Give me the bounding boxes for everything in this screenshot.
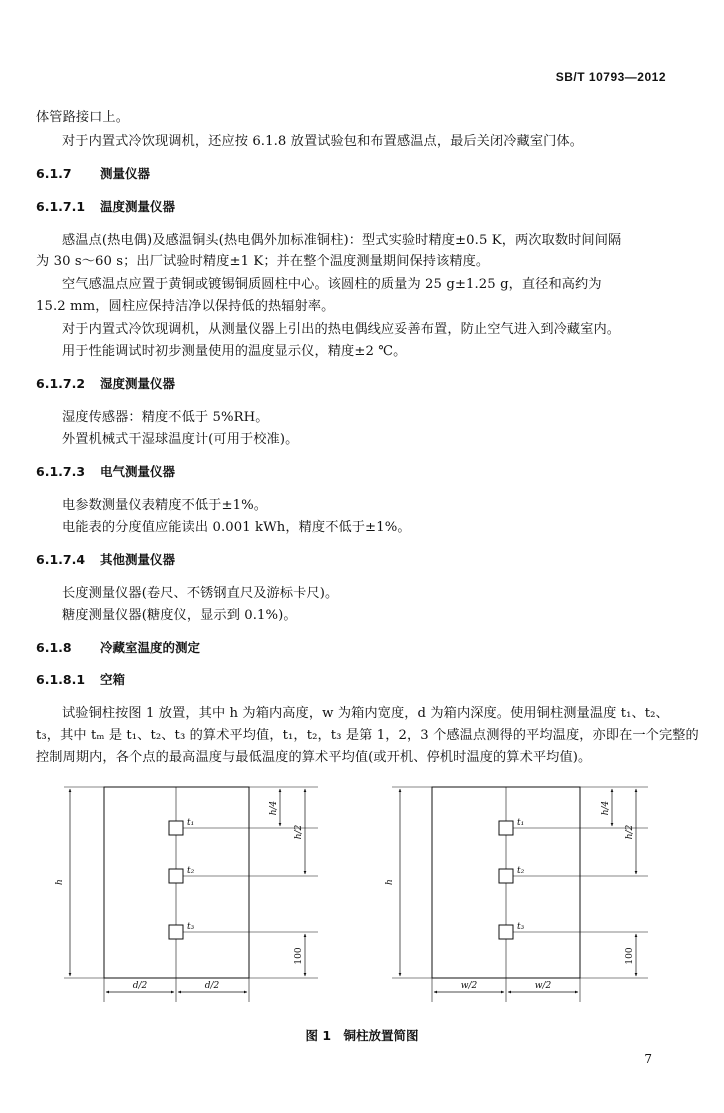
paragraph-text: 对于内置式冷饮现调机，还应按 6.1.8 放置试验包和布置感温点，最后关闭冷藏室门体。 bbox=[62, 134, 583, 149]
label-100: 100 bbox=[294, 947, 304, 965]
page-number: 7 bbox=[644, 1052, 652, 1066]
paragraph-text: 空气感温点应置于黄铜或镀锡铜质圆柱中心。该圆柱的质量为 25 g±1.25 g，直径和高约为 bbox=[62, 277, 602, 292]
paragraph-text: 体管路接口上。 bbox=[36, 110, 130, 125]
paragraph-text: 控制周期内，各个点的最高温度与最低温度的算术平均值(或开机、停机时温度的算术平均值)。 bbox=[36, 750, 592, 765]
paragraph-text: 用于性能调试时初步测量使用的温度显示仪，精度±2 ℃。 bbox=[62, 344, 407, 359]
figure-copper-column-placement bbox=[0, 770, 724, 1020]
paragraph-text: 对于内置式冷饮现调机，从测量仪器上引出的热电偶线应妥善布置，防止空气进入到冷藏室内。 bbox=[62, 322, 621, 337]
paragraph-text: 糖度测量仪器(糖度仪，显示到 0.1%)。 bbox=[62, 608, 297, 623]
sensor-box-t1 bbox=[499, 821, 513, 835]
label-h2: h/2 bbox=[294, 824, 304, 840]
paragraph-text: 15.2 mm，圆柱应保持洁净以保持低的热辐射率。 bbox=[36, 299, 335, 314]
paragraph-text: 感温点(热电偶)及感温铜头(热电偶外加标准铜柱)：型式实验时精度±0.5 K，两次取数时间间隔 bbox=[62, 233, 622, 248]
sensor-box-t3 bbox=[169, 925, 183, 939]
label-h4: h/4 bbox=[269, 800, 279, 816]
sensor-box-t2 bbox=[169, 869, 183, 883]
label-w2-right: w/2 bbox=[534, 981, 552, 991]
paragraph-text: 长度测量仪器(卷尺、不锈钢直尺及游标卡尺)。 bbox=[62, 586, 339, 601]
section-heading-6-1-7-3: 6.1.7.3 电气测量仪器 bbox=[36, 464, 176, 479]
label-h2: h/2 bbox=[625, 824, 635, 840]
standard-number: SB/T 10793—2012 bbox=[555, 70, 666, 84]
label-h: h bbox=[385, 879, 395, 885]
paragraph-text: 为 30 s～60 s；出厂试验时精度±1 K；并在整个温度测量期间保持该精度。 bbox=[36, 254, 490, 269]
paragraph-text: 试验铜柱按图 1 放置，其中 h 为箱内高度，w 为箱内宽度，d 为箱内深度。使用铜柱测量温度 t₁、t₂、 bbox=[62, 706, 669, 721]
label-t2: t₂ bbox=[517, 866, 525, 876]
label-t3: t₃ bbox=[187, 922, 195, 932]
section-heading-6-1-8-1: 6.1.8.1 空箱 bbox=[36, 672, 126, 687]
label-t3: t₃ bbox=[517, 922, 525, 932]
paragraph-text: 电参数测量仪表精度不低于±1%。 bbox=[62, 498, 268, 513]
paragraph-text: 湿度传感器：精度不低于 5%RH。 bbox=[62, 410, 269, 425]
figure-caption: 图 1 铜柱放置简图 bbox=[305, 1028, 419, 1043]
label-h4: h/4 bbox=[601, 800, 611, 816]
label-h: h bbox=[55, 879, 65, 885]
section-heading-6-1-7-1: 6.1.7.1 温度测量仪器 bbox=[36, 199, 176, 214]
paragraph-text: 电能表的分度值应能读出 0.001 kWh，精度不低于±1%。 bbox=[62, 520, 411, 535]
label-d2-left: d/2 bbox=[132, 981, 148, 991]
section-heading-6-1-7: 6.1.7 测量仪器 bbox=[36, 166, 151, 181]
label-t1: t₁ bbox=[517, 818, 525, 828]
label-t2: t₂ bbox=[187, 866, 195, 876]
sensor-box-t1 bbox=[169, 821, 183, 835]
label-w2-left: w/2 bbox=[460, 981, 478, 991]
sensor-box-t3 bbox=[499, 925, 513, 939]
label-t1: t₁ bbox=[187, 818, 195, 828]
label-100: 100 bbox=[625, 947, 635, 965]
paragraph-text: t₃，其中 tₘ 是 t₁、t₂、t₃ 的算术平均值，t₁，t₂，t₃ 是第 1，2，3 个感温点测得的平均温度，亦即在一个完整的 bbox=[36, 728, 699, 743]
sensor-box-t2 bbox=[499, 869, 513, 883]
label-d2-right: d/2 bbox=[204, 981, 220, 991]
section-heading-6-1-8: 6.1.8 冷藏室温度的测定 bbox=[36, 640, 201, 655]
paragraph-text: 外置机械式干湿球温度计(可用于校准)。 bbox=[62, 432, 299, 447]
section-heading-6-1-7-2: 6.1.7.2 湿度测量仪器 bbox=[36, 376, 176, 391]
section-heading-6-1-7-4: 6.1.7.4 其他测量仪器 bbox=[36, 552, 176, 567]
